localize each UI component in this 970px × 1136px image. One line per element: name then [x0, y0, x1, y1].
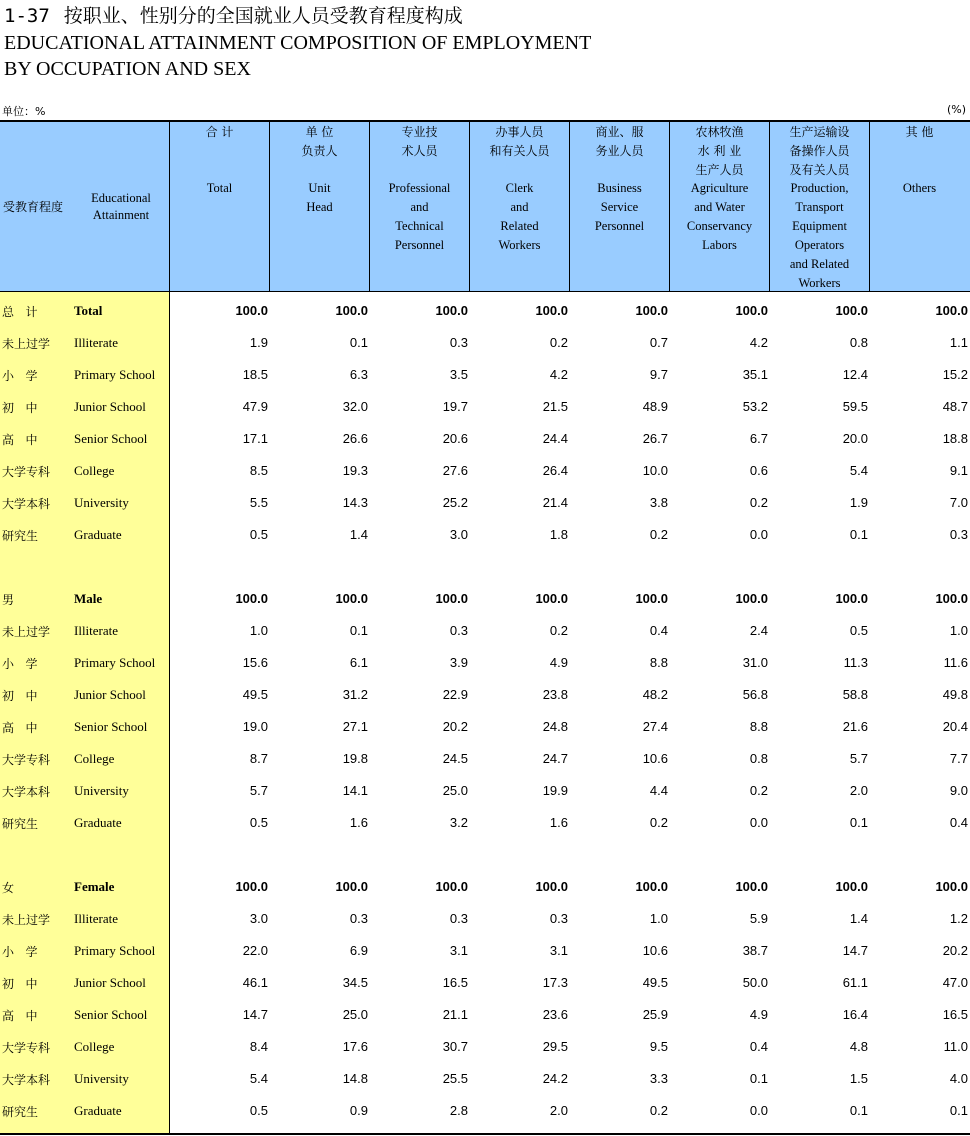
row-label-english: Female — [74, 879, 115, 894]
value-cell: 35.1 — [742, 367, 768, 382]
column-header-english: Clerk and Related Workers — [498, 181, 541, 252]
value-cell: 2.8 — [449, 1103, 468, 1118]
unit-label-english: (%) — [946, 103, 966, 116]
value-cell: 1.4 — [849, 911, 868, 926]
value-cell: 19.0 — [242, 719, 268, 734]
value-cell: 10.6 — [642, 751, 668, 766]
column-header-chinese: 生产运输设 备操作人员 及有关人员 — [789, 125, 850, 177]
value-cell: 17.1 — [242, 431, 268, 446]
row-label-english: Junior School — [74, 399, 146, 414]
column-header — [670, 122, 769, 292]
value-cell: 0.4 — [949, 815, 968, 830]
value-cell: 49.5 — [242, 687, 268, 702]
value-cell: 14.8 — [342, 1071, 368, 1086]
row-label-chinese: 小 学 — [2, 369, 38, 383]
table-row — [0, 361, 970, 393]
column-header-english: Professional and Technical Personnel — [388, 181, 451, 252]
row-label-chinese: 研究生 — [2, 1105, 39, 1119]
value-cell: 8.4 — [249, 1039, 268, 1054]
value-cell: 0.1 — [849, 815, 868, 830]
table-subtotal-row — [0, 585, 970, 617]
table-row — [0, 969, 970, 1001]
value-cell: 0.2 — [649, 527, 668, 542]
value-cell: 21.4 — [542, 495, 568, 510]
row-label-english: Graduate — [74, 815, 122, 830]
value-cell: 14.1 — [342, 783, 368, 798]
value-cell: 6.7 — [749, 431, 768, 446]
value-cell: 2.0 — [549, 1103, 568, 1118]
column-header — [770, 122, 869, 292]
value-cell: 100.0 — [935, 879, 968, 894]
page-title-chinese — [4, 4, 463, 28]
value-cell: 0.7 — [649, 335, 668, 350]
row-label-english: University — [74, 1071, 129, 1086]
table-row — [0, 681, 970, 713]
value-cell: 100.0 — [735, 591, 768, 606]
value-cell: 0.3 — [449, 911, 468, 926]
value-cell: 100.0 — [435, 303, 468, 318]
value-cell: 61.1 — [842, 975, 868, 990]
value-cell: 30.7 — [442, 1039, 468, 1054]
row-label-english: College — [74, 1039, 115, 1054]
value-cell: 100.0 — [335, 591, 368, 606]
value-cell: 100.0 — [435, 591, 468, 606]
value-cell: 0.4 — [649, 623, 668, 638]
row-label-chinese: 小 学 — [2, 657, 38, 671]
value-cell: 17.3 — [542, 975, 568, 990]
page-title-english-line2: BY OCCUPATION AND SEX — [4, 58, 251, 80]
value-cell: 38.7 — [742, 943, 768, 958]
value-cell: 25.2 — [442, 495, 468, 510]
row-label-english: Senior School — [74, 1007, 148, 1022]
value-cell: 25.0 — [342, 1007, 368, 1022]
row-label-chinese: 高 中 — [2, 721, 38, 735]
column-header — [870, 122, 969, 292]
row-label-chinese: 高 中 — [2, 433, 38, 447]
table-row — [0, 489, 970, 521]
column-header — [270, 122, 369, 292]
value-cell: 100.0 — [735, 303, 768, 318]
value-cell: 0.5 — [249, 1103, 268, 1118]
row-label-chinese: 未上过学 — [2, 337, 51, 351]
value-cell: 1.2 — [949, 911, 968, 926]
row-label-english: Primary School — [74, 367, 156, 382]
table-row — [0, 1001, 970, 1033]
value-cell: 19.7 — [442, 399, 468, 414]
value-cell: 4.9 — [749, 1007, 768, 1022]
row-label-chinese: 大学专科 — [2, 465, 51, 479]
row-label-english: College — [74, 463, 115, 478]
row-label-english: Senior School — [74, 431, 148, 446]
value-cell: 9.0 — [949, 783, 968, 798]
value-cell: 4.0 — [949, 1071, 968, 1086]
value-cell: 10.6 — [642, 943, 668, 958]
row-label-chinese: 初 中 — [2, 977, 38, 991]
value-cell: 1.9 — [249, 335, 268, 350]
value-cell: 25.0 — [442, 783, 468, 798]
value-cell: 0.4 — [749, 1039, 768, 1054]
value-cell: 3.0 — [449, 527, 468, 542]
value-cell: 6.1 — [349, 655, 368, 670]
value-cell: 18.5 — [242, 367, 268, 382]
value-cell: 6.3 — [349, 367, 368, 382]
value-cell: 1.0 — [249, 623, 268, 638]
value-cell: 0.1 — [749, 1071, 768, 1086]
row-label-english: Graduate — [74, 1103, 122, 1118]
value-cell: 0.2 — [749, 495, 768, 510]
value-cell: 0.5 — [249, 527, 268, 542]
row-label-english: College — [74, 751, 115, 766]
column-header-english: Others — [902, 181, 937, 195]
value-cell: 9.1 — [949, 463, 968, 478]
value-cell: 53.2 — [742, 399, 768, 414]
value-cell: 100.0 — [235, 303, 268, 318]
value-cell: 0.0 — [749, 527, 768, 542]
value-cell: 100.0 — [835, 591, 868, 606]
value-cell: 48.7 — [942, 399, 968, 414]
value-cell: 0.5 — [849, 623, 868, 638]
row-label-english: Primary School — [74, 943, 156, 958]
value-cell: 16.5 — [942, 1007, 968, 1022]
value-cell: 3.5 — [449, 367, 468, 382]
value-cell: 0.3 — [949, 527, 968, 542]
row-label-chinese: 未上过学 — [2, 913, 51, 927]
row-label-chinese: 大学本科 — [2, 785, 51, 799]
value-cell: 48.9 — [642, 399, 668, 414]
stub-header-english: Educational Attainment — [91, 191, 151, 222]
value-cell: 11.0 — [943, 1039, 968, 1054]
value-cell: 0.1 — [949, 1103, 968, 1118]
value-cell: 3.1 — [549, 943, 568, 958]
value-cell: 7.7 — [949, 751, 968, 766]
value-cell: 18.8 — [942, 431, 968, 446]
value-cell: 100.0 — [635, 591, 668, 606]
value-cell: 3.3 — [649, 1071, 668, 1086]
column-header-english: Unit Head — [306, 181, 333, 214]
title-chinese-text: 按职业、性别分的全国就业人员受教育程度构成 — [63, 5, 463, 27]
column-header-chinese: 单 位 负责人 — [301, 125, 338, 158]
value-cell: 7.0 — [949, 495, 968, 510]
value-cell: 0.1 — [849, 527, 868, 542]
row-label-english: Senior School — [74, 719, 148, 734]
row-label-chinese: 大学本科 — [2, 1073, 51, 1087]
column-header-chinese: 农林牧渔 水 利 业 生产人员 — [695, 125, 744, 177]
value-cell: 46.1 — [242, 975, 268, 990]
value-cell: 100.0 — [535, 303, 568, 318]
value-cell: 4.9 — [549, 655, 568, 670]
table-row — [0, 809, 970, 841]
value-cell: 1.0 — [649, 911, 668, 926]
table-row — [0, 649, 970, 681]
value-cell: 14.7 — [242, 1007, 268, 1022]
value-cell: 100.0 — [335, 303, 368, 318]
value-cell: 23.8 — [542, 687, 568, 702]
row-label-english: University — [74, 495, 129, 510]
row-label-english: Junior School — [74, 975, 146, 990]
value-cell: 1.6 — [349, 815, 368, 830]
table-row — [0, 329, 970, 361]
value-cell: 4.4 — [649, 783, 668, 798]
row-label-chinese: 女 — [2, 881, 15, 895]
value-cell: 4.2 — [549, 367, 568, 382]
column-header-chinese: 专业技 术人员 — [401, 125, 438, 158]
row-label-english: Male — [74, 591, 103, 606]
value-cell: 100.0 — [835, 303, 868, 318]
unit-label-chinese: 单位：% — [2, 105, 46, 118]
value-cell: 0.0 — [749, 1103, 768, 1118]
stub-header-chinese: 受教育程度 — [3, 200, 64, 214]
value-cell: 9.7 — [649, 367, 668, 382]
value-cell: 24.5 — [442, 751, 468, 766]
table-row — [0, 1065, 970, 1097]
table-row — [0, 425, 970, 457]
value-cell: 0.2 — [549, 623, 568, 638]
table-row — [0, 457, 970, 489]
value-cell: 29.5 — [542, 1039, 568, 1054]
value-cell: 0.1 — [349, 335, 368, 350]
value-cell: 26.7 — [642, 431, 668, 446]
value-cell: 24.8 — [542, 719, 568, 734]
column-header — [170, 122, 269, 292]
row-label-chinese: 大学专科 — [2, 1041, 51, 1055]
table-row — [0, 713, 970, 745]
table-row — [0, 905, 970, 937]
value-cell: 4.2 — [749, 335, 768, 350]
value-cell: 1.6 — [549, 815, 568, 830]
row-label-chinese: 大学专科 — [2, 753, 51, 767]
value-cell: 21.1 — [442, 1007, 468, 1022]
value-cell: 0.8 — [849, 335, 868, 350]
value-cell: 47.9 — [242, 399, 268, 414]
value-cell: 14.7 — [842, 943, 868, 958]
value-cell: 59.5 — [842, 399, 868, 414]
value-cell: 20.0 — [842, 431, 868, 446]
value-cell: 16.5 — [442, 975, 468, 990]
value-cell: 20.4 — [942, 719, 968, 734]
row-label-english: Graduate — [74, 527, 122, 542]
table-subtotal-row — [0, 873, 970, 905]
value-cell: 100.0 — [935, 303, 968, 318]
row-label-chinese: 初 中 — [2, 401, 38, 415]
value-cell: 3.0 — [249, 911, 268, 926]
value-cell: 100.0 — [235, 591, 268, 606]
table-row — [0, 521, 970, 553]
value-cell: 3.9 — [449, 655, 468, 670]
value-cell: 1.0 — [949, 623, 968, 638]
value-cell: 16.4 — [842, 1007, 868, 1022]
row-label-chinese: 总 计 — [2, 305, 38, 319]
value-cell: 23.6 — [542, 1007, 568, 1022]
value-cell: 0.3 — [549, 911, 568, 926]
value-cell: 14.3 — [342, 495, 368, 510]
value-cell: 19.9 — [542, 783, 568, 798]
value-cell: 5.5 — [249, 495, 268, 510]
table-row — [0, 617, 970, 649]
value-cell: 20.2 — [942, 943, 968, 958]
value-cell: 5.7 — [849, 751, 868, 766]
value-cell: 27.6 — [442, 463, 468, 478]
row-label-chinese: 小 学 — [2, 945, 38, 959]
value-cell: 100.0 — [835, 879, 868, 894]
value-cell: 0.3 — [349, 911, 368, 926]
table-subtotal-row — [0, 297, 970, 329]
value-cell: 26.6 — [342, 431, 368, 446]
value-cell: 27.4 — [642, 719, 668, 734]
value-cell: 15.6 — [242, 655, 268, 670]
value-cell: 11.6 — [943, 655, 968, 670]
value-cell: 0.6 — [749, 463, 768, 478]
column-header-english: Agriculture and Water Conservancy Labors — [686, 181, 753, 252]
value-cell: 49.8 — [942, 687, 968, 702]
value-cell: 17.6 — [342, 1039, 368, 1054]
row-label-english: Illiterate — [74, 911, 119, 926]
value-cell: 24.2 — [542, 1071, 568, 1086]
value-cell: 0.1 — [349, 623, 368, 638]
value-cell: 58.8 — [842, 687, 868, 702]
value-cell: 26.4 — [542, 463, 568, 478]
value-cell: 24.7 — [542, 751, 568, 766]
value-cell: 1.1 — [949, 335, 968, 350]
value-cell: 3.1 — [449, 943, 468, 958]
value-cell: 10.0 — [642, 463, 668, 478]
value-cell: 21.5 — [542, 399, 568, 414]
column-header-english: Production, Transport Equipment Operators and Related Workers — [789, 181, 850, 290]
value-cell: 20.6 — [442, 431, 468, 446]
row-label-english: Illiterate — [74, 623, 119, 638]
value-cell: 100.0 — [935, 591, 968, 606]
value-cell: 15.2 — [942, 367, 968, 382]
value-cell: 19.8 — [342, 751, 368, 766]
value-cell: 11.3 — [843, 655, 868, 670]
value-cell: 22.0 — [242, 943, 268, 958]
row-label-english: Illiterate — [74, 335, 119, 350]
row-label-english: University — [74, 783, 129, 798]
value-cell: 100.0 — [535, 879, 568, 894]
value-cell: 0.2 — [549, 335, 568, 350]
row-label-english: Total — [74, 303, 103, 318]
value-cell: 100.0 — [235, 879, 268, 894]
row-label-english: Junior School — [74, 687, 146, 702]
value-cell: 56.8 — [742, 687, 768, 702]
value-cell: 31.0 — [742, 655, 768, 670]
value-cell: 0.3 — [449, 335, 468, 350]
value-cell: 0.9 — [349, 1103, 368, 1118]
value-cell: 8.8 — [649, 655, 668, 670]
value-cell: 9.5 — [649, 1039, 668, 1054]
value-cell: 0.8 — [749, 751, 768, 766]
column-header — [370, 122, 469, 292]
value-cell: 48.2 — [642, 687, 668, 702]
table-row — [0, 745, 970, 777]
table-row — [0, 1033, 970, 1065]
value-cell: 5.9 — [749, 911, 768, 926]
row-label-chinese: 未上过学 — [2, 625, 51, 639]
row-label-chinese: 大学本科 — [2, 497, 51, 511]
value-cell: 100.0 — [635, 879, 668, 894]
value-cell: 6.9 — [349, 943, 368, 958]
value-cell: 2.0 — [849, 783, 868, 798]
value-cell: 100.0 — [335, 879, 368, 894]
column-header-english: Business Service Personnel — [594, 181, 645, 233]
value-cell: 27.1 — [342, 719, 368, 734]
value-cell: 20.2 — [442, 719, 468, 734]
table-number: 1-37 — [4, 5, 50, 27]
value-cell: 19.3 — [342, 463, 368, 478]
value-cell: 47.0 — [942, 975, 968, 990]
row-label-chinese: 初 中 — [2, 689, 38, 703]
column-header-chinese: 办事人员 和有关人员 — [489, 125, 550, 158]
value-cell: 21.6 — [842, 719, 868, 734]
row-label-chinese: 高 中 — [2, 1009, 38, 1023]
row-label-chinese: 男 — [2, 593, 15, 607]
value-cell: 0.2 — [749, 783, 768, 798]
value-cell: 8.8 — [749, 719, 768, 734]
value-cell: 22.9 — [442, 687, 468, 702]
value-cell: 34.5 — [342, 975, 368, 990]
value-cell: 24.4 — [542, 431, 568, 446]
row-label-chinese: 研究生 — [2, 529, 39, 543]
value-cell: 100.0 — [735, 879, 768, 894]
value-cell: 0.0 — [749, 815, 768, 830]
value-cell: 25.9 — [642, 1007, 668, 1022]
value-cell: 31.2 — [342, 687, 368, 702]
table-row — [0, 777, 970, 809]
column-header — [570, 122, 669, 292]
value-cell: 1.5 — [849, 1071, 868, 1086]
value-cell: 3.2 — [449, 815, 468, 830]
column-header-chinese: 其 他 — [905, 125, 934, 139]
value-cell: 100.0 — [635, 303, 668, 318]
value-cell: 5.7 — [249, 783, 268, 798]
value-cell: 1.8 — [549, 527, 568, 542]
value-cell: 49.5 — [642, 975, 668, 990]
bottom-rule — [0, 1133, 970, 1135]
column-header-chinese: 商业、服 务业人员 — [595, 125, 644, 158]
page-title-english-line1: EDUCATIONAL ATTAINMENT COMPOSITION OF EMPLOYMENT — [4, 32, 592, 54]
value-cell: 0.5 — [249, 815, 268, 830]
value-cell: 25.5 — [442, 1071, 468, 1086]
value-cell: 0.2 — [649, 1103, 668, 1118]
value-cell: 5.4 — [849, 463, 868, 478]
table-row — [0, 393, 970, 425]
value-cell: 32.0 — [342, 399, 368, 414]
column-header — [470, 122, 569, 292]
value-cell: 0.1 — [849, 1103, 868, 1118]
value-cell: 50.0 — [742, 975, 768, 990]
value-cell: 1.9 — [849, 495, 868, 510]
value-cell: 12.4 — [842, 367, 868, 382]
column-header-english: Total — [206, 181, 233, 195]
row-label-english: Primary School — [74, 655, 156, 670]
value-cell: 100.0 — [535, 591, 568, 606]
value-cell: 0.3 — [449, 623, 468, 638]
value-cell: 1.4 — [349, 527, 368, 542]
value-cell: 3.8 — [649, 495, 668, 510]
value-cell: 5.4 — [249, 1071, 268, 1086]
value-cell: 4.8 — [849, 1039, 868, 1054]
value-cell: 8.7 — [249, 751, 268, 766]
row-label-chinese: 研究生 — [2, 817, 39, 831]
value-cell: 8.5 — [249, 463, 268, 478]
table-row — [0, 1097, 970, 1129]
value-cell: 0.2 — [649, 815, 668, 830]
value-cell: 2.4 — [749, 623, 768, 638]
table-row — [0, 937, 970, 969]
value-cell: 100.0 — [435, 879, 468, 894]
column-header-chinese: 合 计 — [205, 125, 234, 139]
